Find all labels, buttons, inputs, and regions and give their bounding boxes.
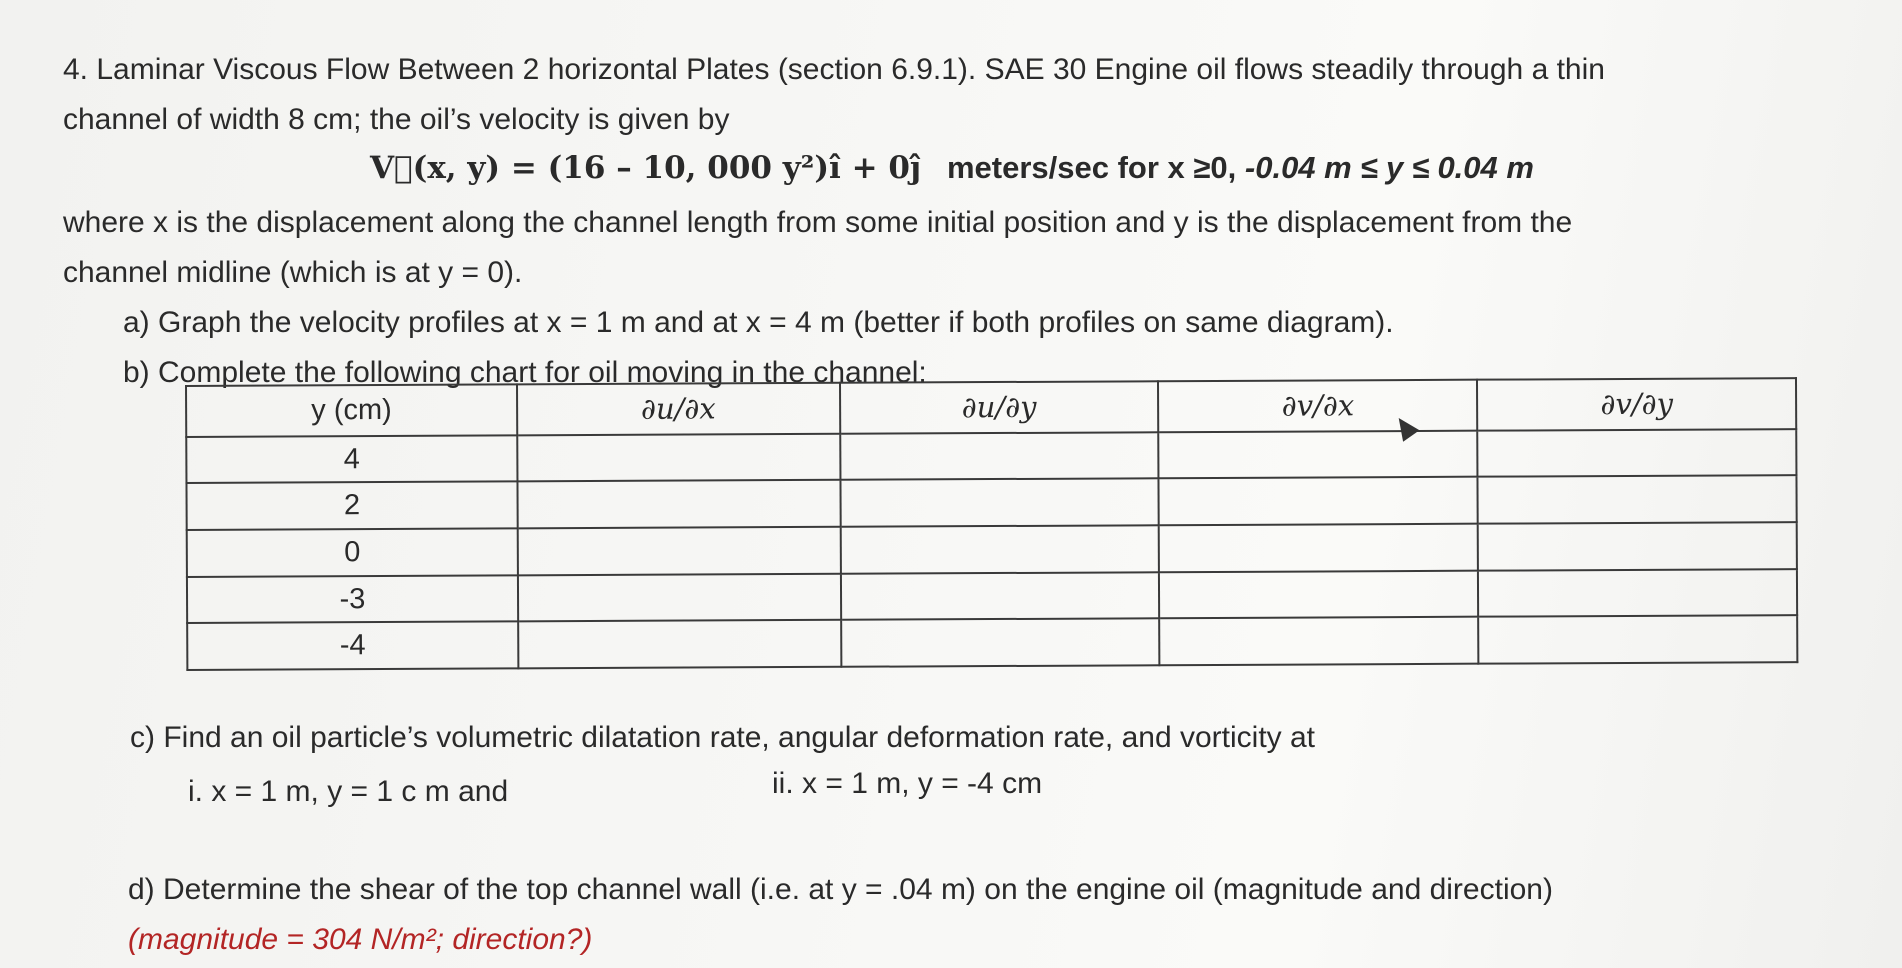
header-y: y (cm)	[186, 384, 517, 436]
problem-line-4: channel midline (which is at y = 0).	[63, 256, 523, 289]
cell-empty	[1478, 475, 1797, 523]
part-d: d) Determine the shear of the top channel wall (i.e. at y = .04 m) on the engine oil (magnitude and direction)	[128, 873, 1553, 906]
cell-empty	[1159, 430, 1478, 478]
cell-empty	[517, 434, 840, 482]
cell-empty	[1478, 615, 1797, 663]
cell-empty	[1477, 429, 1796, 477]
cell-empty	[517, 480, 840, 528]
problem-line-2: channel of width 8 cm; the oil’s velocity is given by	[63, 103, 730, 136]
part-a: a) Graph the velocity profiles at x = 1 m and at x = 4 m (better if both profiles on same diagram).	[123, 306, 1394, 339]
cell-empty	[518, 573, 841, 621]
cell-empty	[1159, 524, 1478, 572]
part-c-i: i. x = 1 m, y = 1 c m and	[188, 775, 509, 808]
cell-empty	[840, 479, 1159, 527]
table-row	[186, 429, 1796, 484]
y-value: 0	[187, 528, 518, 576]
table-row	[187, 569, 1797, 624]
equation-range: -0.04 m ≤ y ≤ 0.04 m	[1244, 150, 1534, 185]
equation-lhs: V⃗(x, y) = (16 – 10, 000 y²)ı̂ + 0ȷ̂	[370, 150, 922, 186]
cell-empty	[840, 525, 1159, 573]
header-dvdx: ∂v/∂x	[1158, 380, 1477, 432]
header-dvdy: ∂v/∂y	[1477, 378, 1796, 430]
cell-empty	[840, 432, 1159, 480]
cell-empty	[1160, 617, 1479, 665]
cell-empty	[1478, 522, 1797, 570]
part-c-ii: ii. x = 1 m, y = -4 cm	[772, 767, 1043, 800]
cell-empty	[518, 620, 841, 668]
derivative-chart	[185, 377, 1798, 671]
y-value: 4	[186, 435, 517, 483]
table-row	[186, 475, 1796, 530]
cell-empty	[841, 619, 1160, 667]
cell-empty	[1159, 477, 1478, 525]
equation-units: meters/sec for x ≥0,	[946, 150, 1237, 185]
velocity-equation	[370, 150, 1534, 186]
table-row	[187, 522, 1797, 577]
y-value: 2	[186, 482, 517, 530]
cell-empty	[1478, 569, 1797, 617]
cell-empty	[1159, 570, 1478, 618]
part-b: b) Complete the following chart for oil moving in the channel:	[123, 356, 927, 389]
header-dudy: ∂u/∂y	[840, 381, 1159, 433]
table-header-row	[186, 378, 1796, 437]
part-c: c) Find an oil particle’s volumetric dilatation rate, angular deformation rate, and vorticity at	[130, 721, 1316, 754]
cell-empty	[518, 527, 841, 575]
cell-empty	[841, 572, 1160, 620]
problem-line-1: 4. Laminar Viscous Flow Between 2 horizontal Plates (section 6.9.1). SAE 30 Engine oil flows steadily through a thin	[63, 53, 1605, 86]
part-d-answer: (magnitude = 304 N/m²; direction?)	[128, 923, 593, 956]
header-dudx: ∂u/∂x	[517, 383, 840, 435]
y-value: -3	[187, 575, 518, 623]
table-row	[187, 615, 1797, 670]
y-value: -4	[187, 622, 518, 670]
problem-line-3: where x is the displacement along the channel length from some initial position and y is the displacement from the	[63, 206, 1573, 239]
